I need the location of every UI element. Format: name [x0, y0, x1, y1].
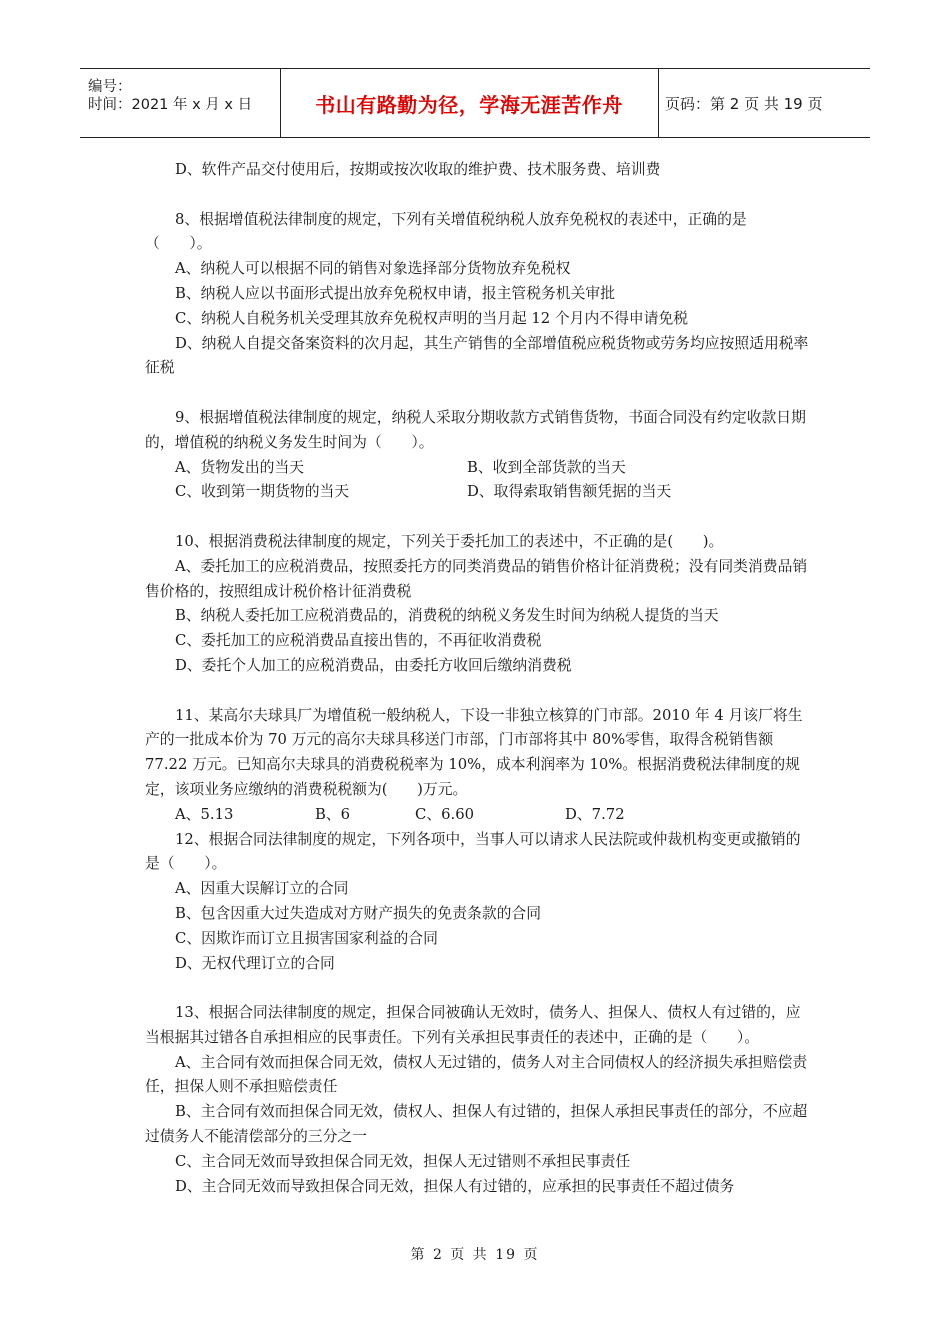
question-9-options-row-2: [145, 480, 810, 505]
question-10-option-a: A、委托加工的应税消费品，按照委托方的同类消费品的销售价格计征消费税；没有同类消费品销售价格的，按照组成计税价格计征消费税: [145, 557, 808, 600]
question-9-option-c: C、收到第一期货物的当天: [175, 483, 350, 501]
question-10-option-b: B、纳税人委托加工应税消费品的，消费税的纳税义务发生时间为纳税人提货的当天: [175, 607, 719, 625]
header-page-info: 页码：第 2 页 共 19 页: [665, 94, 823, 113]
question-8-option-b: B、纳税人应以书面形式提出放弃免税权申请，报主管税务机关审批: [175, 284, 615, 302]
header-motto: 书山有路勤为径，学海无涯苦作舟: [315, 92, 623, 117]
question-8-stem: 8、根据增值税法律制度的规定，下列有关增值税纳税人放弃免税权的表述中，正确的是（ ）。: [145, 210, 747, 253]
question-10-stem: 10、根据消费税法律制度的规定，下列关于委托加工的表述中，不正确的是( )。: [175, 532, 724, 550]
document-body: [145, 158, 810, 1199]
question-8-option-a: A、纳税人可以根据不同的销售对象选择部分货物放弃免税权: [175, 260, 571, 278]
question-11-option-c: C、6.60: [415, 805, 475, 823]
question-11-option-b: B、6: [315, 805, 351, 823]
page-header: [80, 68, 870, 138]
question-9-stem: 9、根据增值税法律制度的规定，纳税人采取分期收款方式销售货物，书面合同没有约定收款日期的，增值税的纳税义务发生时间为（ ）。: [145, 408, 806, 451]
question-9-options-row-1: [145, 456, 810, 481]
question-11-option-a: A、5.13: [175, 805, 234, 823]
question-11-option-d: D、7.72: [565, 805, 625, 823]
question-13-option-c: C、主合同无效而导致担保合同无效，担保人无过错则不承担民事责任: [175, 1152, 631, 1170]
question-12-option-c: C、因欺诈而订立且损害国家利益的合同: [175, 929, 438, 947]
page-footer: 第 2 页 共 19 页: [410, 1247, 540, 1263]
question-12-option-b: B、包含因重大过失造成对方财产损失的免责条款的合同: [175, 904, 542, 922]
question-12-option-a: A、因重大误解订立的合同: [175, 880, 349, 898]
question-11-options: [145, 803, 810, 828]
header-divider: [658, 69, 659, 137]
question-13-option-b: B、主合同有效而担保合同无效，债权人、担保人有过错的，担保人承担民事责任的部分，不应超过债务人不能清偿部分的三分之一: [145, 1103, 808, 1146]
question-10-option-d: D、委托个人加工的应税消费品，由委托方收回后缴纳消费税: [175, 656, 572, 674]
question-8-option-c: C、纳税人自税务机关受理其放弃免税权声明的当月起 12 个月内不得申请免税: [175, 309, 689, 327]
question-8-option-d: D、纳税人自提交备案资料的次月起，其生产销售的全部增值税应税货物或劳务均应按照适用税率征税: [145, 334, 809, 377]
question-13-option-d: D、主合同无效而导致担保合同无效，担保人有过错的，应承担的民事责任不超过债务: [175, 1177, 735, 1195]
question-9-option-a: A、货物发出的当天: [175, 458, 305, 476]
question-10-option-c: C、委托加工的应税消费品直接出售的，不再征收消费税: [175, 632, 542, 650]
question-11-stem: 11、某高尔夫球具厂为增值税一般纳税人，下设一非独立核算的门市部。2010 年 4 月该厂将生产的一批成本价为 70 万元的高尔夫球具移送门市部，门市部将其中 80%零售，取得含税销售额 77.22 万元。已知高尔夫球具的消费税税率为 10%，成本利润率为 10%。根据消费税法律制度的规定，该项业务应缴纳的消费税税额为( )万元。: [145, 706, 803, 798]
question-7-option-d: D、软件产品交付使用后，按期或按次收取的维护费、技术服务费、培训费: [175, 161, 661, 178]
question-9-option-d: D、取得索取销售额凭据的当天: [467, 483, 672, 501]
date-label: 时间：2021 年 x 月 x 日: [88, 97, 253, 113]
number-label: 编号：: [88, 79, 132, 95]
question-13-stem: 13、根据合同法律制度的规定，担保合同被确认无效时，债务人、担保人、债权人有过错的，应当根据其过错各自承担相应的民事责任。下列有关承担民事责任的表述中，正确的是（ ）。: [145, 1004, 801, 1046]
question-13-option-a: A、主合同有效而担保合同无效，债权人无过错的，债务人对主合同债权人的经济损失承担赔偿责任，担保人则不承担赔偿责任: [145, 1053, 808, 1096]
question-9-option-b: B、收到全部货款的当天: [467, 458, 626, 476]
question-12-option-d: D、无权代理订立的合同: [175, 954, 335, 972]
header-meta: [80, 69, 280, 137]
question-12-stem: 12、根据合同法律制度的规定，下列各项中，当事人可以请求人民法院或仲裁机构变更或撤销的是（ ）。: [145, 830, 801, 873]
